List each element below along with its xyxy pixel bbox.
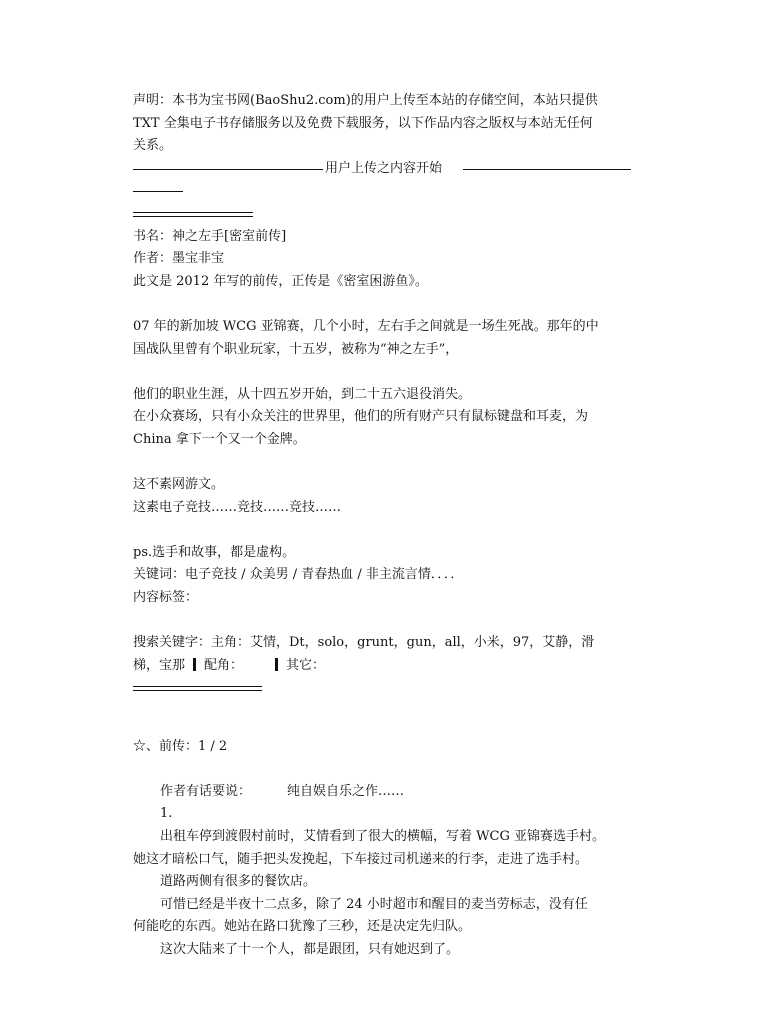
blank-line: [133, 293, 633, 316]
blank-line: [133, 700, 633, 723]
upload-start-divider-continued: [133, 180, 633, 203]
disclaimer-line-1: 声明：本书为宝书网(BaoShu2.com)的用户上传至本站的存储空间，本站只提供: [133, 93, 598, 108]
chapter-paragraph-3-line-2: 何能吃的东西。她站在路口犹豫了三秒，还是决定先归队。: [133, 919, 472, 935]
book-author: 作者：墨宝非宝: [133, 251, 225, 267]
separator-bar: [193, 658, 196, 671]
upload-start-divider: [133, 158, 633, 181]
intro-paragraph-1-line-1: 07 年的新加坡 WCG 亚锦赛，几个小时，左右手之间就是一场生死战。那年的中: [133, 318, 599, 334]
upload-start-label: 用户上传之内容开始: [325, 160, 443, 176]
double-rule-top: [133, 203, 633, 226]
keywords-line: 关键词：电子竞技 / 众美男 / 青春热血 / 非主流言情．．．．: [133, 567, 464, 583]
separator-bar: [275, 658, 278, 671]
supporting-roles-label: 配角：: [204, 657, 244, 673]
author-note-line: [133, 781, 633, 804]
blank-line: [133, 361, 633, 384]
author-note-label: 作者有话要说：: [160, 783, 252, 799]
disclaimer-line-2: TXT 全集电子书存储服务以及免费下载服务，以下作品内容之版权与本站无任何: [133, 115, 593, 131]
intro-paragraph-3-line-2: 这素电子竞技……竞技……竞技……: [133, 499, 342, 515]
search-keywords-lead: 梯，宝那: [133, 657, 186, 673]
blank-line: [133, 610, 633, 633]
book-title: 书名：神之左手[密室前传]: [133, 228, 287, 244]
intro-paragraph-2-line-3: China 拿下一个又一个金牌。: [133, 431, 306, 447]
ps-note: ps.选手和故事，都是虚构。: [133, 544, 296, 560]
intro-paragraph-2-line-1: 他们的职业生涯，从十四五岁开始，到二十五六退役消失。: [133, 386, 472, 402]
chapter-paragraph-2: 道路两侧有很多的餐饮店。: [160, 874, 317, 890]
chapter-paragraph-4: 这次大陆来了十一个人，都是跟团，只有她迟到了。: [160, 941, 460, 957]
author-note-text: 纯自娱自乐之作……: [287, 783, 405, 799]
blank-line: [133, 758, 633, 781]
divider-rule-left: [133, 169, 323, 170]
divider-rule-wrap: [133, 191, 183, 192]
document-page: [133, 90, 633, 962]
intro-paragraph-1-line-2: 国战队里曾有个职业玩家，十五岁，被称为“神之左手”，: [133, 341, 459, 357]
chapter-paragraph-3-line-1: 可惜已经是半夜十二点多，除了 24 小时超市和醒目的麦当劳标志，没有任: [160, 896, 588, 912]
chapter-paragraph-1-line-1: 出租车停到渡假村前时，艾情看到了很大的横幅，写着 WCG 亚锦赛选手村。: [160, 829, 605, 844]
section-number: 1.: [160, 806, 173, 822]
tags-line: 内容标签：: [133, 590, 199, 606]
blank-line: [133, 452, 633, 475]
chapter-paragraph-1-line-2: 她这才暗松口气，随手把头发挽起，下车接过司机递来的行李，走进了选手村。: [133, 851, 589, 867]
other-label: 其它：: [286, 657, 326, 673]
blank-line: [133, 519, 633, 542]
search-keywords-line-2: [133, 655, 633, 678]
book-note: 此文是 2012 年写的前传，正传是《密室困游鱼》。: [133, 273, 428, 289]
divider-rule-right: [463, 169, 631, 170]
intro-paragraph-2-line-2: 在小众赛场，只有小众关注的世界里，他们的所有财产只有鼠标键盘和耳麦，为: [133, 409, 589, 425]
disclaimer-line-3: 关系。: [133, 138, 173, 154]
chapter-heading: ☆、前传：1 / 2: [133, 738, 228, 754]
double-rule-bottom: [133, 677, 633, 700]
intro-paragraph-3-line-1: 这不素网游文。: [133, 477, 225, 493]
search-keywords-line-1: 搜索关键字：主角：艾情，Dt，solo，grunt，gun，all，小米，97，艾静，滑: [133, 635, 595, 651]
